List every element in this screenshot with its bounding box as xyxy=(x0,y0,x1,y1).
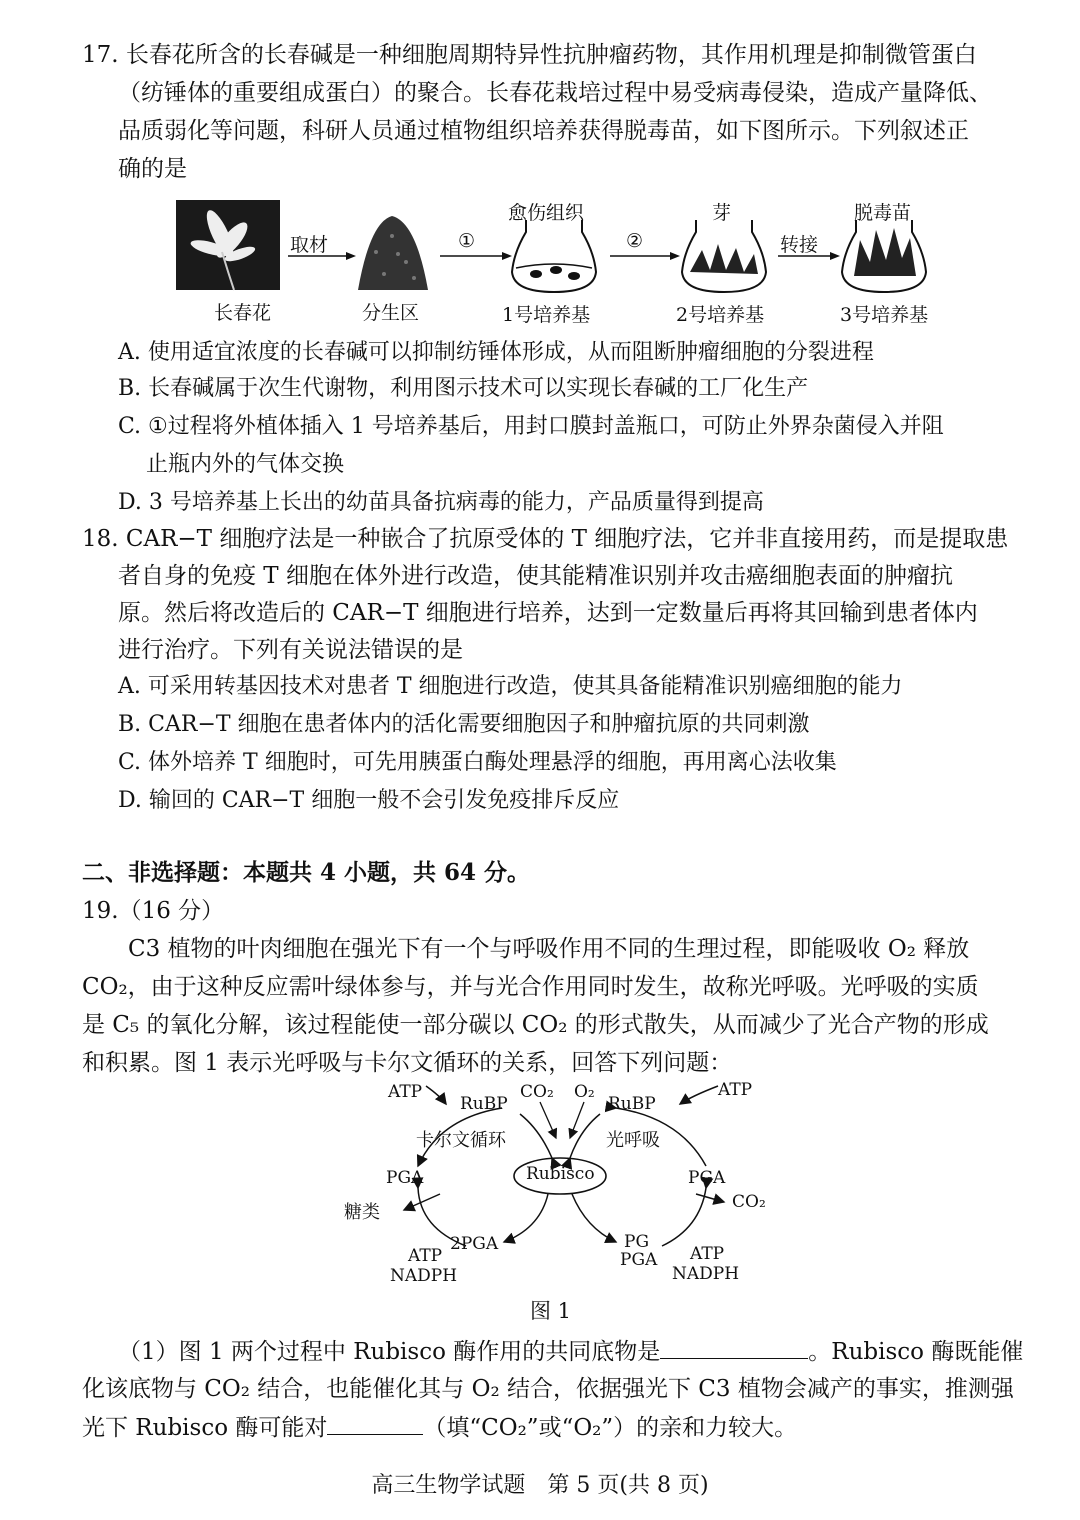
flask-1-icon xyxy=(512,220,596,292)
q17-line-2: （纺锤体的重要组成蛋白）的聚合。长春花栽培过程中易受病毒侵染，造成产量降低、 xyxy=(118,80,992,106)
q19-line-2: CO₂，由于这种反应需叶绿体参与，并与光合作用同时发生，故称光呼吸。光呼吸的实质 xyxy=(82,974,979,1000)
q19-sub1-text-d: （填“CO₂”或“O₂”）的亲和力较大。 xyxy=(423,1415,798,1441)
label-callus: 愈伤组织 xyxy=(508,202,585,224)
q19-sub1-text-a: （1）图 1 两个过程中 Rubisco 酶作用的共同底物是 xyxy=(118,1339,661,1365)
label-medium-2: 2号培养基 xyxy=(676,304,765,326)
q17-option-d: D. 3 号培养基上长出的幼苗具备抗病毒的能力，产品质量得到提高 xyxy=(118,490,764,515)
q18-line-4: 进行治疗。下列有关说法错误的是 xyxy=(118,637,463,663)
label-co2-top: CO₂ xyxy=(520,1082,554,1102)
label-medium-3: 3号培养基 xyxy=(840,304,929,326)
label-flower: 长春花 xyxy=(214,302,272,324)
meristem-icon xyxy=(358,216,428,290)
label-atp-right: ATP xyxy=(718,1080,753,1100)
q19-head: 19.（16 分） xyxy=(82,898,225,924)
label-meristem: 分生区 xyxy=(362,302,420,324)
label-medium-1: 1号培养基 xyxy=(502,304,591,326)
section-2-heading: 二、非选择题：本题共 4 小题，共 64 分。 xyxy=(82,859,531,886)
q18-option-b: B. CAR−T 细胞在患者体内的活化需要细胞因子和肿瘤抗原的共同刺激 xyxy=(118,712,810,737)
q17-line-3: 品质弱化等问题，科研人员通过植物组织培养获得脱毒苗，如下图所示。下列叙述正 xyxy=(118,118,969,144)
label-o2-top: O₂ xyxy=(574,1082,595,1102)
label-photorespiration: 光呼吸 xyxy=(606,1130,660,1151)
q17-line-1: 17. 长春花所含的长春碱是一种细胞周期特异性抗肿瘤药物，其作用机理是抑制微管蛋白 xyxy=(82,42,977,68)
label-co2-right: CO₂ xyxy=(732,1192,766,1212)
q17-option-c: C. ①过程将外植体插入 1 号培养基后，用封口膜封盖瓶口，可防止外界杂菌侵入并阻 xyxy=(118,414,944,439)
q17-figure xyxy=(170,192,960,332)
q19-sub1-line-1 xyxy=(118,1336,1023,1367)
q19-sub1-text-c: 光下 Rubisco 酶可能对 xyxy=(82,1415,328,1441)
q18-line-1: 18. CAR−T 细胞疗法是一种嵌合了抗原受体的 T 细胞疗法，它并非直接用药，而是提取患 xyxy=(82,526,1009,552)
answer-blank-2[interactable] xyxy=(327,1412,423,1435)
answer-blank-1[interactable] xyxy=(660,1336,808,1359)
label-sugar: 糖类 xyxy=(344,1202,380,1223)
q17-option-c-cont: 止瓶内外的气体交换 xyxy=(146,452,345,477)
label-nadph-bottom-left: NADPH xyxy=(390,1266,458,1286)
q18-option-c: C. 体外培养 T 细胞时，可先用胰蛋白酶处理悬浮的细胞，再用离心法收集 xyxy=(118,750,837,775)
q17-option-a: A. 使用适宜浓度的长春碱可以抑制纺锤体形成，从而阻断肿瘤细胞的分裂进程 xyxy=(118,340,874,365)
label-rubp-left: RuBP xyxy=(460,1094,508,1114)
label-atp-left: ATP xyxy=(388,1082,423,1102)
label-seedling: 脱毒苗 xyxy=(854,202,912,224)
q19-sub1-line-2: 化该底物与 CO₂ 结合，也能催化其与 O₂ 结合，依据强光下 C3 植物会减产的事实，推测强 xyxy=(82,1376,1014,1402)
label-atp-bottom-right: ATP xyxy=(690,1244,725,1264)
q17-option-b: B. 长春碱属于次生代谢物，利用图示技术可以实现长春碱的工厂化生产 xyxy=(118,376,809,401)
q18-line-3: 原。然后将改造后的 CAR−T 细胞进行培养，达到一定数量后再将其回输到患者体内 xyxy=(118,600,978,626)
q19-sub1-line-3 xyxy=(82,1412,797,1443)
q18-line-2: 者自身的免疫 T 细胞在体外进行改造，使其能精准识别并攻击癌细胞表面的肿瘤抗 xyxy=(118,563,953,589)
q19-line-1: C3 植物的叶肉细胞在强光下有一个与呼吸作用不同的生理过程，即能吸收 O₂ 释放 xyxy=(128,936,970,962)
label-rubisco: Rubisco xyxy=(526,1164,595,1184)
page-footer: 高三生物学试题 第 5 页(共 8 页) xyxy=(371,1473,709,1498)
q17-line-4: 确的是 xyxy=(118,156,187,182)
figure-1-caption: 图 1 xyxy=(530,1299,572,1323)
label-pga-right: PGA xyxy=(688,1168,726,1188)
q18-option-a: A. 可采用转基因技术对患者 T 细胞进行改造，使其具备能精准识别癌细胞的能力 xyxy=(118,674,903,699)
q19-sub1-text-b: 。Rubisco 酶既能催 xyxy=(808,1339,1024,1365)
label-bud: 芽 xyxy=(712,202,732,224)
label-pga-bottom: PGA xyxy=(620,1250,658,1270)
label-step-1: ① xyxy=(458,230,476,252)
label-transfer: 转接 xyxy=(780,234,819,256)
label-atp-bottom-left: ATP xyxy=(408,1246,443,1266)
label-pga-left: PGA xyxy=(386,1168,424,1188)
label-take: 取材 xyxy=(290,234,329,256)
label-2pga: 2PGA xyxy=(450,1234,499,1254)
q19-line-3: 是 C₅ 的氧化分解，该过程能使一部分碳以 CO₂ 的形式散失，从而减少了光合产物的形成 xyxy=(82,1012,989,1038)
q19-figure-1 xyxy=(344,1078,780,1288)
label-rubp-right: RuBP xyxy=(608,1094,656,1114)
label-pg: PG xyxy=(624,1232,650,1252)
label-step-2: ② xyxy=(626,230,644,252)
q19-line-4: 和积累。图 1 表示光呼吸与卡尔文循环的关系，回答下列问题： xyxy=(82,1050,733,1076)
q18-option-d: D. 输回的 CAR−T 细胞一般不会引发免疫排斥反应 xyxy=(118,788,620,813)
label-calvin-cycle: 卡尔文循环 xyxy=(416,1130,506,1151)
label-nadph-bottom-right: NADPH xyxy=(672,1264,740,1284)
